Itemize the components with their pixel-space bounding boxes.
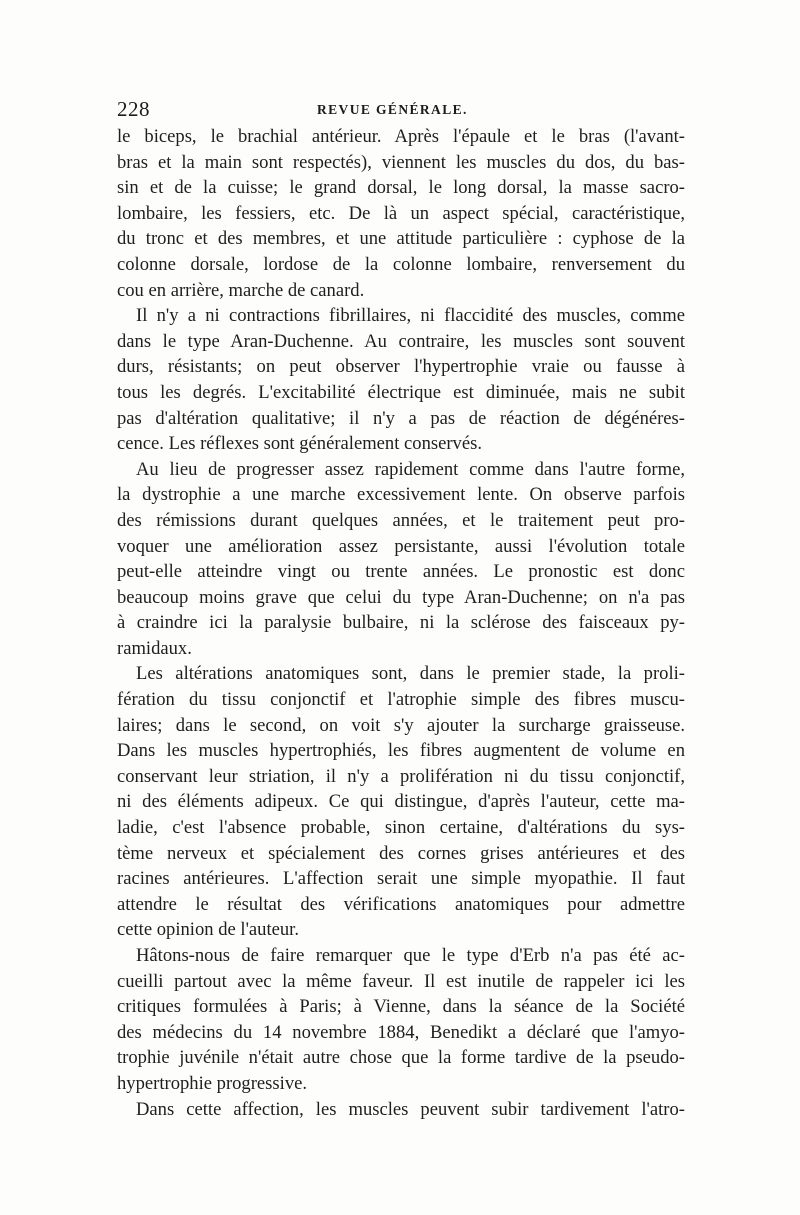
text-line: cette opinion de l'auteur. [117,919,299,941]
text-line: bras et la main sont respectés), viennent les muscles du dos, du bas- [117,151,685,173]
text-line: fération du tissu conjonctif et l'atrophie simple des fibres muscu- [117,689,685,711]
text-line: peut-elle atteindre vingt ou trente années. Le pronostic est donc [117,561,685,583]
text-line: racines antérieures. L'affection serait une simple myopathie. Il faut [117,868,685,890]
text-line: cence. Les réflexes sont généralement conservés. [117,433,482,455]
text-line: Au lieu de progresser assez rapidement comme dans l'autre forme, [136,458,685,480]
text-line: du tronc et des membres, et une attitude particulière : cyphose de la [117,228,685,250]
text-line: tème nerveux et spécialement des cornes grises antérieures et des [117,842,685,864]
text-line: cou en arrière, marche de canard. [117,279,365,301]
text-line: hypertrophie progressive. [117,1072,308,1094]
text-line: cueilli partout avec la même faveur. Il est inutile de rappeler ici les [117,970,685,992]
text-line: ni des éléments adipeux. Ce qui distingue, d'après l'auteur, cette ma- [117,791,685,813]
text-line: Dans cette affection, les muscles peuvent subir tardivement l'atro- [136,1098,685,1120]
paragraph [117,124,685,303]
text-line: des rémissions durant quelques années, et le traitement peut pro- [117,509,685,531]
text-line: Les altérations anatomiques sont, dans le premier stade, la proli- [136,663,685,685]
text-line: à craindre ici la paralysie bulbaire, ni la sclérose des faisceaux py- [117,612,685,634]
text-line: critiques formulées à Paris; à Vienne, dans la séance de la Société [117,996,685,1018]
text-line: trophie juvénile n'était autre chose que la forme tardive de la pseudo- [117,1047,685,1069]
text-line: laires; dans le second, on voit s'y ajouter la surcharge graisseuse. [117,714,685,736]
text-line: conservant leur striation, il n'y a prolifération ni du tissu conjonctif, [117,765,685,787]
text-line: le biceps, le brachial antérieur. Après l'épaule et le bras (l'avant- [117,126,685,147]
text-line: dans le type Aran-Duchenne. Au contraire, les muscles sont souvent [117,330,685,352]
running-title: REVUE GÉNÉRALE. [317,102,468,117]
text-line: durs, résistants; on peut observer l'hypertrophie vraie ou fausse à [117,356,685,378]
text-line: ramidaux. [117,637,192,659]
text-line: voquer une amélioration assez persistante, aussi l'évolution totale [117,535,685,557]
text-line: des médecins du 14 novembre 1884, Benedikt a déclaré que l'amyo- [117,1021,685,1043]
body-text [117,124,685,1122]
paragraph [117,661,685,943]
text-line: ladie, c'est l'absence probable, sinon certaine, d'altérations du sys- [117,817,685,839]
paragraph [117,1097,685,1123]
text-line: Hâtons-nous de faire remarquer que le type d'Erb n'a pas été ac- [136,945,685,966]
text-line: beaucoup moins grave que celui du type Aran-Duchenne; on n'a pas [117,586,685,608]
text-line: tous les degrés. L'excitabilité électrique est diminuée, mais ne subit [117,381,685,403]
text-line: Il n'y a ni contractions fibrillaires, ni flaccidité des muscles, comme [136,305,685,327]
text-line: colonne dorsale, lordose de la colonne lombaire, renversement du [117,253,685,275]
text-line: attendre le résultat des vérifications anatomiques pour admettre [117,893,685,915]
paragraph [117,457,685,662]
text-line: lombaire, les fessiers, etc. De là un aspect spécial, caractéristique, [117,202,685,224]
paragraph [117,303,685,457]
text-line: Dans les muscles hypertrophiés, les fibres augmentent de volume en [117,740,685,762]
running-head [117,97,685,123]
text-line: sin et de la cuisse; le grand dorsal, le long dorsal, la masse sacro- [117,177,685,199]
text-line: pas d'altération qualitative; il n'y a pas de réaction de dégénéres- [117,407,685,429]
page-number: 228 [117,97,150,121]
text-line: la dystrophie a une marche excessivement lente. On observe parfois [117,484,685,506]
paragraph [117,943,685,1097]
